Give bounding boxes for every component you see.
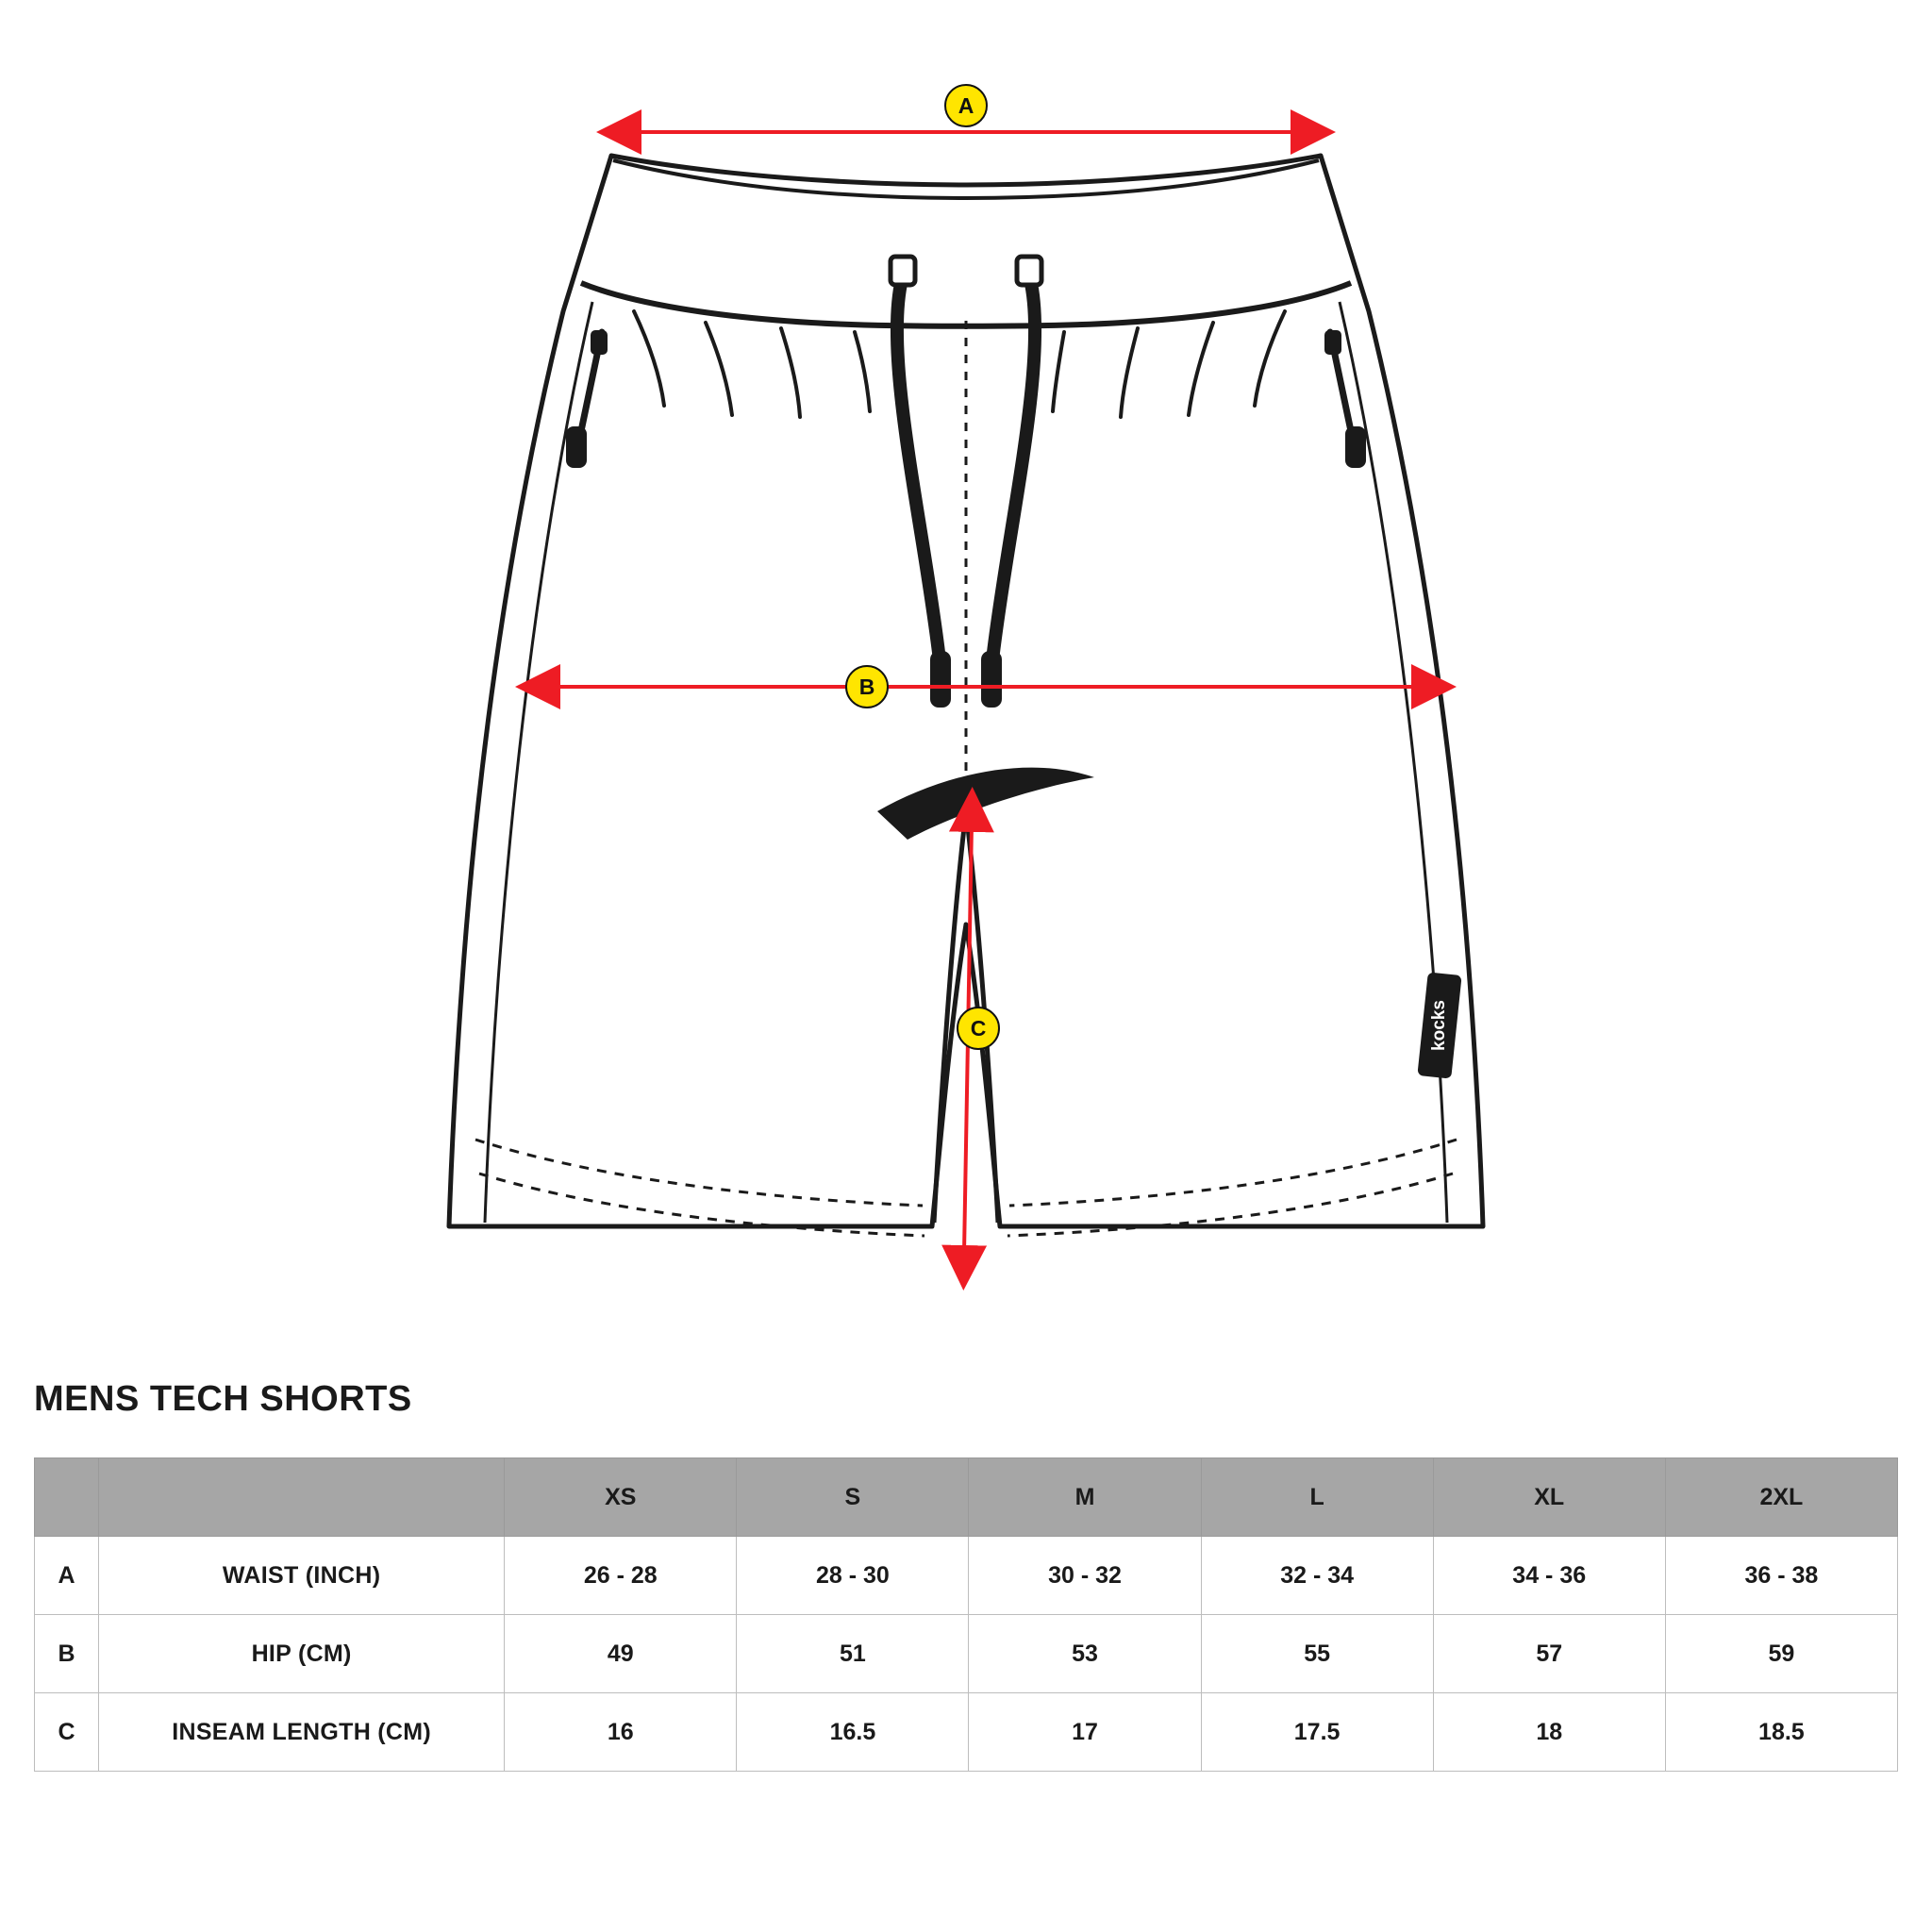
- inseam-l: 17.5: [1201, 1693, 1433, 1772]
- hip-xs: 49: [505, 1615, 737, 1693]
- page-title: MENS TECH SHORTS: [34, 1379, 412, 1419]
- svg-text:kocks: kocks: [1429, 1000, 1449, 1051]
- inseam-xs: 16: [505, 1693, 737, 1772]
- waist-s: 28 - 30: [737, 1537, 969, 1615]
- measurement-marker-c: C: [957, 1007, 1000, 1050]
- waist-xs: 26 - 28: [505, 1537, 737, 1615]
- row-label-inseam: INSEAM LENGTH (CM): [99, 1693, 505, 1772]
- header-size-s: S: [737, 1458, 969, 1537]
- row-label-waist: WAIST (INCH): [99, 1537, 505, 1615]
- header-code-blank: [35, 1458, 99, 1537]
- header-label-blank: [99, 1458, 505, 1537]
- inseam-m: 17: [969, 1693, 1201, 1772]
- hip-xl: 57: [1433, 1615, 1665, 1693]
- row-label-hip: HIP (CM): [99, 1615, 505, 1693]
- hip-2xl: 59: [1665, 1615, 1897, 1693]
- waist-m: 30 - 32: [969, 1537, 1201, 1615]
- row-code-c: C: [35, 1693, 99, 1772]
- row-code-b: B: [35, 1615, 99, 1693]
- header-size-l: L: [1201, 1458, 1433, 1537]
- header-size-2xl: 2XL: [1665, 1458, 1897, 1537]
- table-row: [35, 1537, 1898, 1615]
- hip-m: 53: [969, 1615, 1201, 1693]
- header-size-m: M: [969, 1458, 1201, 1537]
- waist-l: 32 - 34: [1201, 1537, 1433, 1615]
- table-row: [35, 1693, 1898, 1772]
- inseam-xl: 18: [1433, 1693, 1665, 1772]
- measurement-marker-a: A: [944, 84, 988, 127]
- header-size-xl: XL: [1433, 1458, 1665, 1537]
- table-header-row: [35, 1458, 1898, 1537]
- hip-l: 55: [1201, 1615, 1433, 1693]
- inseam-2xl: 18.5: [1665, 1693, 1897, 1772]
- measurement-marker-b: B: [845, 665, 889, 708]
- waist-xl: 34 - 36: [1433, 1537, 1665, 1615]
- table-row: [35, 1615, 1898, 1693]
- size-chart-table: [34, 1457, 1898, 1772]
- row-code-a: A: [35, 1537, 99, 1615]
- waist-2xl: 36 - 38: [1665, 1537, 1897, 1615]
- header-size-xs: XS: [505, 1458, 737, 1537]
- inseam-s: 16.5: [737, 1693, 969, 1772]
- hip-s: 51: [737, 1615, 969, 1693]
